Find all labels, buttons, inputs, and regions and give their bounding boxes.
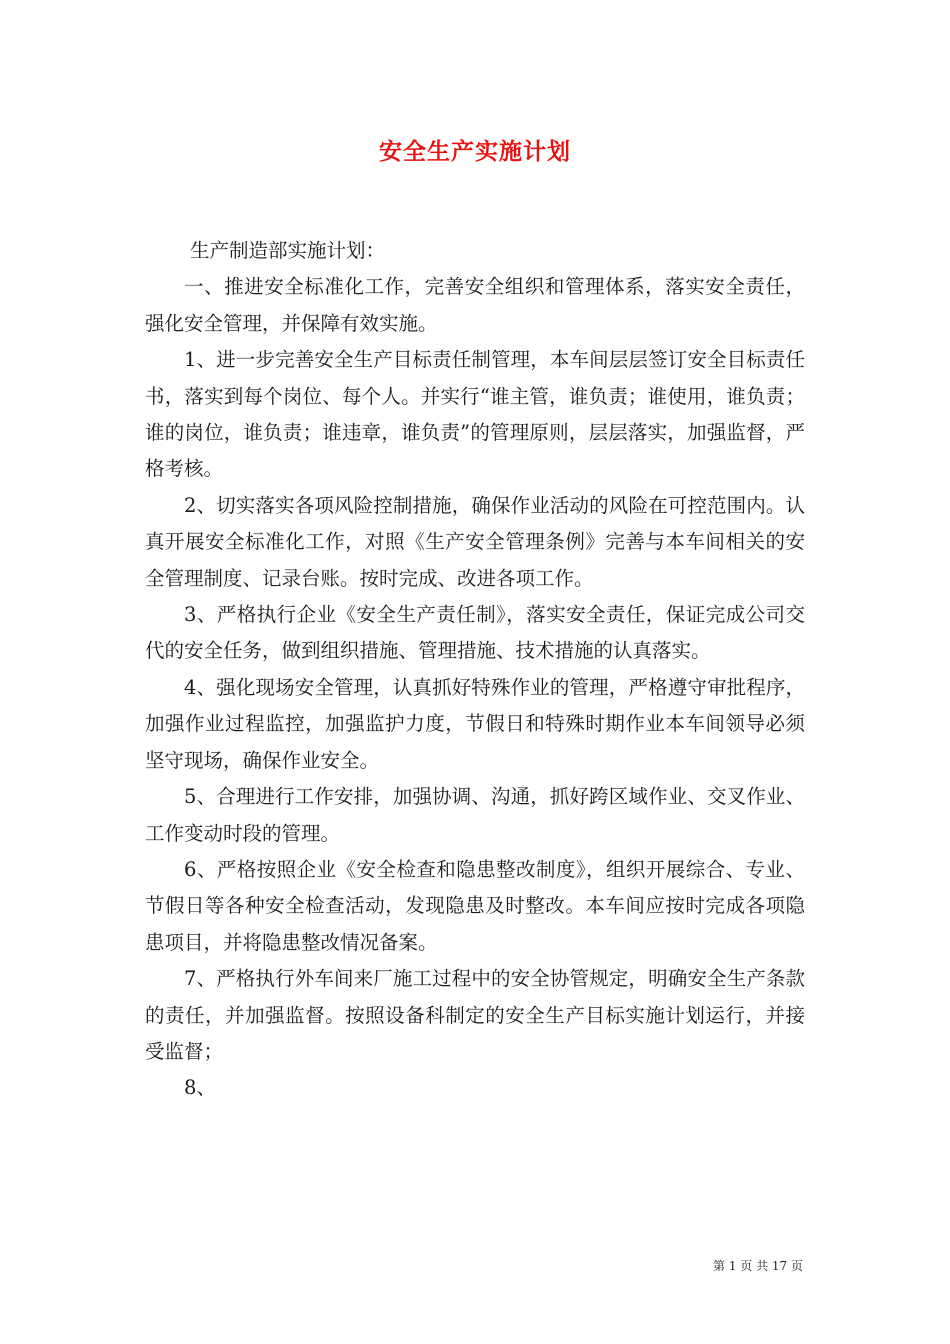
paragraph-item-6: 6、严格按照企业《安全检查和隐患整改制度》，组织开展综合、专业、节假日等各种安全检查活动，发现隐患及时整改。本车间应按时完成各项隐患项目，并将隐患整改情况备案。 — [145, 857, 805, 954]
paragraph-item-1: 1、进一步完善安全生产目标责任制管理，本车间层层签订安全目标责任书，落实到每个岗位、每个人。并实行“谁主管，谁负责；谁使用，谁负责；谁的岗位，谁负责；谁违章，谁负责”的管理原则，层层落实，加强监督，严格考核。 — [145, 348, 805, 481]
document-title: 安全生产实施计划 — [379, 138, 571, 165]
paragraph-item-5: 5、合理进行工作安排，加强协调、沟通，抓好跨区域作业、交叉作业、工作变动时段的管理。 — [145, 785, 805, 845]
paragraph-item-7: 7、严格执行外车间来厂施工过程中的安全协管规定，明确安全生产条款的责任，并加强监督。按照设备科制定的安全生产目标实施计划运行，并接受监督； — [145, 967, 805, 1063]
page-number-footer: 第 1 页 共 17 页 — [713, 1259, 803, 1273]
paragraph-section-1: 一、推进安全标准化工作，完善安全组织和管理体系，落实安全责任，强化安全管理，并保障有效实施。 — [145, 275, 805, 335]
document-body — [145, 233, 805, 1107]
paragraph-item-4: 4、强化现场安全管理，认真抓好特殊作业的管理，严格遵守审批程序，加强作业过程监控，加强监护力度，节假日和特殊时期作业本车间领导必须坚守现场，确保作业安全。 — [145, 675, 805, 772]
paragraph-item-8: 8、 — [184, 1076, 216, 1100]
paragraph-item-3: 3、严格执行企业《安全生产责任制》，落实安全责任，保证完成公司交代的安全任务，做到组织措施、管理措施、技术措施的认真落实。 — [145, 603, 805, 663]
paragraph-item-2: 2、切实落实各项风险控制措施，确保作业活动的风险在可控范围内。认真开展安全标准化工作，对照《生产安全管理条例》完善与本车间相关的安全管理制度、记录台账。按时完成、改进各项工作。 — [145, 493, 805, 590]
paragraph-intro: 生产制造部实施计划： — [190, 239, 386, 262]
